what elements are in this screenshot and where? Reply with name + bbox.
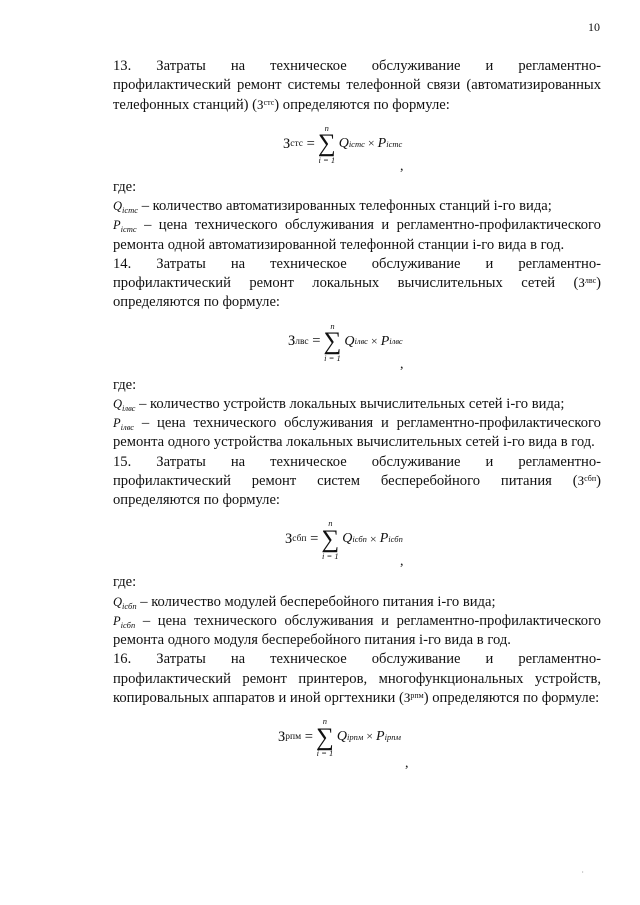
section-heading-text: Затраты на техническое обслуживание и регламентно-: [156, 58, 601, 74]
sum-symbol: n ∑ i = 1: [321, 518, 340, 561]
section-body: профилактический ремонт систем бесперебойного питания $(З^{сбп})$ определяются по формуле:: [113, 472, 601, 508]
section-14: [113, 255, 601, 453]
section-body-tail: определяются по формуле:: [113, 294, 280, 311]
definition-p: $P_{iстс}$ – цена технического обслуживания и регламентно-профилактического ремонта одной автоматизированной телефонной станции i-го вида в год.: [113, 217, 601, 253]
section-16: [113, 650, 601, 769]
definition-p: $P_{iлвс}$ – цена технического обслуживания и регламентно-профилактического ремонта одного устройства локальных вычислительных сетей i-го вида в год.: [113, 415, 601, 451]
section-13: [113, 57, 601, 255]
section-heading-line: [113, 650, 601, 669]
page-number: 10: [588, 20, 600, 34]
page-content: [113, 57, 601, 771]
section-heading-text: Затраты на техническое обслуживание и регламентно-: [156, 651, 601, 668]
section-number: 16.: [113, 651, 132, 668]
section-body-text: профилактический ремонт систем бесперебойного питания: [113, 472, 552, 489]
where-label: где:: [113, 574, 137, 591]
sum-symbol: n ∑ i = 1: [323, 320, 342, 363]
formula-rpm: З рпм = n ∑ i = 1 Q iрпм × P iрпм ,: [113, 711, 601, 769]
section-body-tail: определяются по формуле:: [282, 96, 450, 113]
symbol-z-stc: $З^{стс}$: [257, 96, 275, 112]
section-number: 13.: [113, 58, 132, 74]
symbol-z-lvs: $З^{лвс}$: [578, 275, 597, 290]
section-number: 14.: [113, 255, 132, 272]
section-body-text: профилактический ремонт принтеров, многофункциональных устройств, копировальных аппаратов и иной оргтехники: [113, 670, 601, 706]
section-body: профилактический ремонт локальных вычислительных сетей $(З^{лвс})$ определяются по формуле:: [113, 275, 601, 311]
formula-comma: ,: [400, 554, 404, 570]
formula-comma: ,: [400, 158, 404, 174]
sum-symbol: n ∑ i = 1: [317, 122, 336, 165]
formula-comma: ,: [405, 756, 409, 771]
section-number: 15.: [113, 453, 132, 470]
section-heading-line: [113, 453, 601, 472]
section-body: профилактический ремонт принтеров, многофункциональных устройств, копировальных аппаратов и иной оргтехники $(З^{рпм})$ определяются по формуле:: [113, 670, 601, 706]
formula-comma: ,: [400, 356, 404, 372]
section-heading-text: Затраты на техническое обслуживание и регламентно-: [156, 255, 601, 272]
definition-q: $Q_{iлвс}$ – количество устройств локальных вычислительных сетей i-го вида;: [113, 395, 565, 413]
formula-stc: З стс = n ∑ i = 1 Q iстс × P iстс ,: [113, 118, 601, 176]
section-body-tail: определяются по формуле:: [113, 492, 280, 508]
formula-lvs: З лвс = n ∑ i = 1 Q iлвс × P iлвс ,: [113, 316, 601, 374]
section-heading-line: [113, 255, 601, 274]
where-label: где:: [113, 376, 137, 393]
symbol-z-rpm: $З^{рпм}$: [403, 689, 424, 705]
formula-sbp: З сбп = n ∑ i = 1 Q iсбп × P iсбп ,: [113, 513, 601, 571]
definition-q: $Q_{iсбп}$ – количество модулей бесперебойного питания i-го вида;: [113, 593, 496, 611]
section-heading-text: Затраты на техническое обслуживание и регламентно-: [156, 453, 601, 470]
section-body: профилактический ремонт системы телефонной связи (автоматизированных телефонных станций) $(З^{стс})$ определяются по формуле:: [113, 77, 601, 113]
section-body-text: профилактический ремонт локальных вычислительных сетей: [113, 275, 556, 291]
section-15: [113, 453, 601, 651]
section-body-tail: определяются по формуле:: [432, 689, 600, 706]
formula-lhs-sub: стс: [290, 138, 303, 149]
sum-symbol: n ∑ i = 1: [316, 716, 334, 759]
section-heading-line: [113, 57, 601, 76]
scan-mark: ·: [581, 868, 584, 877]
section-body-text: профилактический ремонт системы телефонной связи (автоматизированных телефонных станций): [113, 77, 601, 113]
definition-p: $P_{iсбп}$ – цена технического обслуживания и регламентно-профилактического ремонта одного модуля бесперебойного питания i-го вида в год.: [113, 612, 601, 648]
formula-lhs: З: [283, 135, 291, 152]
symbol-z-sbp: $З^{сбп}$: [577, 472, 597, 488]
where-label: где:: [113, 178, 137, 195]
definition-q: $Q_{iстс}$ – количество автоматизированных телефонных станций i-го вида;: [113, 198, 552, 215]
